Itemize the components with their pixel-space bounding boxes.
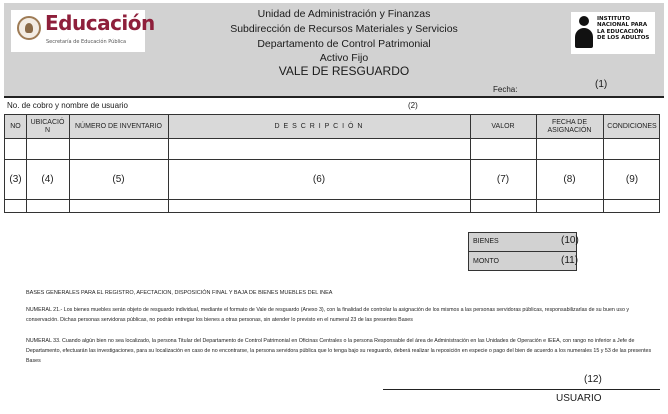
cell-ref-fecha-asignacion: (8) [563, 173, 576, 185]
monto-label: MONTO [473, 258, 499, 265]
header-divider [4, 96, 664, 98]
header-line-2: Subdirección de Recursos Materiales y Servicios [230, 23, 458, 35]
col-header-descripcion: D E S C R I P C I Ó N [274, 122, 364, 130]
totals-box [468, 232, 577, 271]
col-header-inventario: NÚMERO DE INVENTARIO [75, 122, 162, 130]
cell-ref-descripcion: (6) [312, 173, 326, 185]
col-header-ubicacion: UBICACIÓN [30, 118, 65, 134]
sep-logo-title: Educación [45, 11, 155, 35]
header-line-1: Unidad de Administración y Finanzas [257, 8, 431, 20]
col-header-valor: VALOR [491, 122, 515, 130]
totals-divider [469, 251, 576, 252]
header-line-4: Activo Fijo [319, 52, 369, 64]
bienes-ref: (10) [561, 235, 579, 246]
monto-ref: (11) [561, 255, 579, 266]
header-line-3: Departamento de Control Patrimonial [257, 38, 431, 50]
signature-ref: (12) [584, 374, 602, 385]
sep-emblem-icon [17, 16, 41, 40]
cobro-label: No. de cobro y nombre de usuario [7, 101, 128, 110]
bienes-label: BIENES [473, 238, 499, 245]
numeral-33-paragraph: NUMERAL 33. Cuando algún bien no sea localizado, la persona Titular del Departamento de Control Patrimonial en Oficinas Centrales o la persona Responsable del área de Administración en las Unidades de Operación e IEEA, con rango no inferior a Jefe de Departamento, efectuarán las investigaciones, para su localización en caso de no encontrarse, la persona servidora pública que lo tenga bajo su resguardo, deberá realizar la reposición en especie o pago del bien de acuerdo a los numerales 15 y 53 de las presentes Bases [26, 338, 652, 364]
signature-line [383, 389, 660, 390]
numeral-21-paragraph: NUMERAL 21.- Los bienes muebles serán objeto de resguardo individual, mediante el formato de Vale de resguardo (Anexo 3), con la finalidad de controlar la asignación de los mismos a las personas servidoras públicas, responsabilizarlas de su buen uso y conservación. Dichas personas servidoras públicas, no podrán entregar los bienes a otras personas, sin atender lo previsto en el numeral 23 de las presentes Bases [26, 307, 630, 323]
inea-logo-text: INSTITUTO NACIONAL PARA LA EDUCACIÓN DE LOS ADULTOS [597, 16, 650, 42]
bases-title: BASES GENERALES PARA EL REGISTRO, AFECTACION, DISPOSICIÓN FINAL Y BAJA DE BIENES MUEBLES DEL INEA [26, 290, 333, 296]
form-title: VALE DE RESGUARDO [278, 64, 410, 78]
row-divider [5, 138, 659, 139]
fecha-label: Fecha: [493, 85, 518, 94]
cell-ref-inventario: (5) [112, 173, 125, 185]
inea-logo [571, 12, 655, 54]
col-header-condiciones: CONDICIONES [607, 122, 657, 130]
form-header [4, 3, 664, 96]
person-reading-icon [575, 16, 593, 50]
cell-ref-valor: (7) [496, 173, 510, 185]
signature-label: USUARIO [556, 393, 602, 404]
sep-logo [11, 10, 155, 52]
cell-ref-no: (3) [9, 173, 22, 185]
fecha-ref: (1) [595, 79, 608, 90]
col-header-fecha-asignacion: FECHA DE ASIGNACIÓN [547, 118, 592, 134]
cell-ref-ubicacion: (4) [41, 173, 54, 185]
cell-ref-condiciones: (9) [625, 173, 639, 185]
row-divider [5, 199, 659, 200]
col-header-no: NO [10, 122, 21, 130]
sep-logo-subtitle: Secretaría de Educación Pública [46, 39, 127, 45]
inventory-table [4, 114, 660, 213]
cobro-ref: (2) [408, 101, 418, 110]
